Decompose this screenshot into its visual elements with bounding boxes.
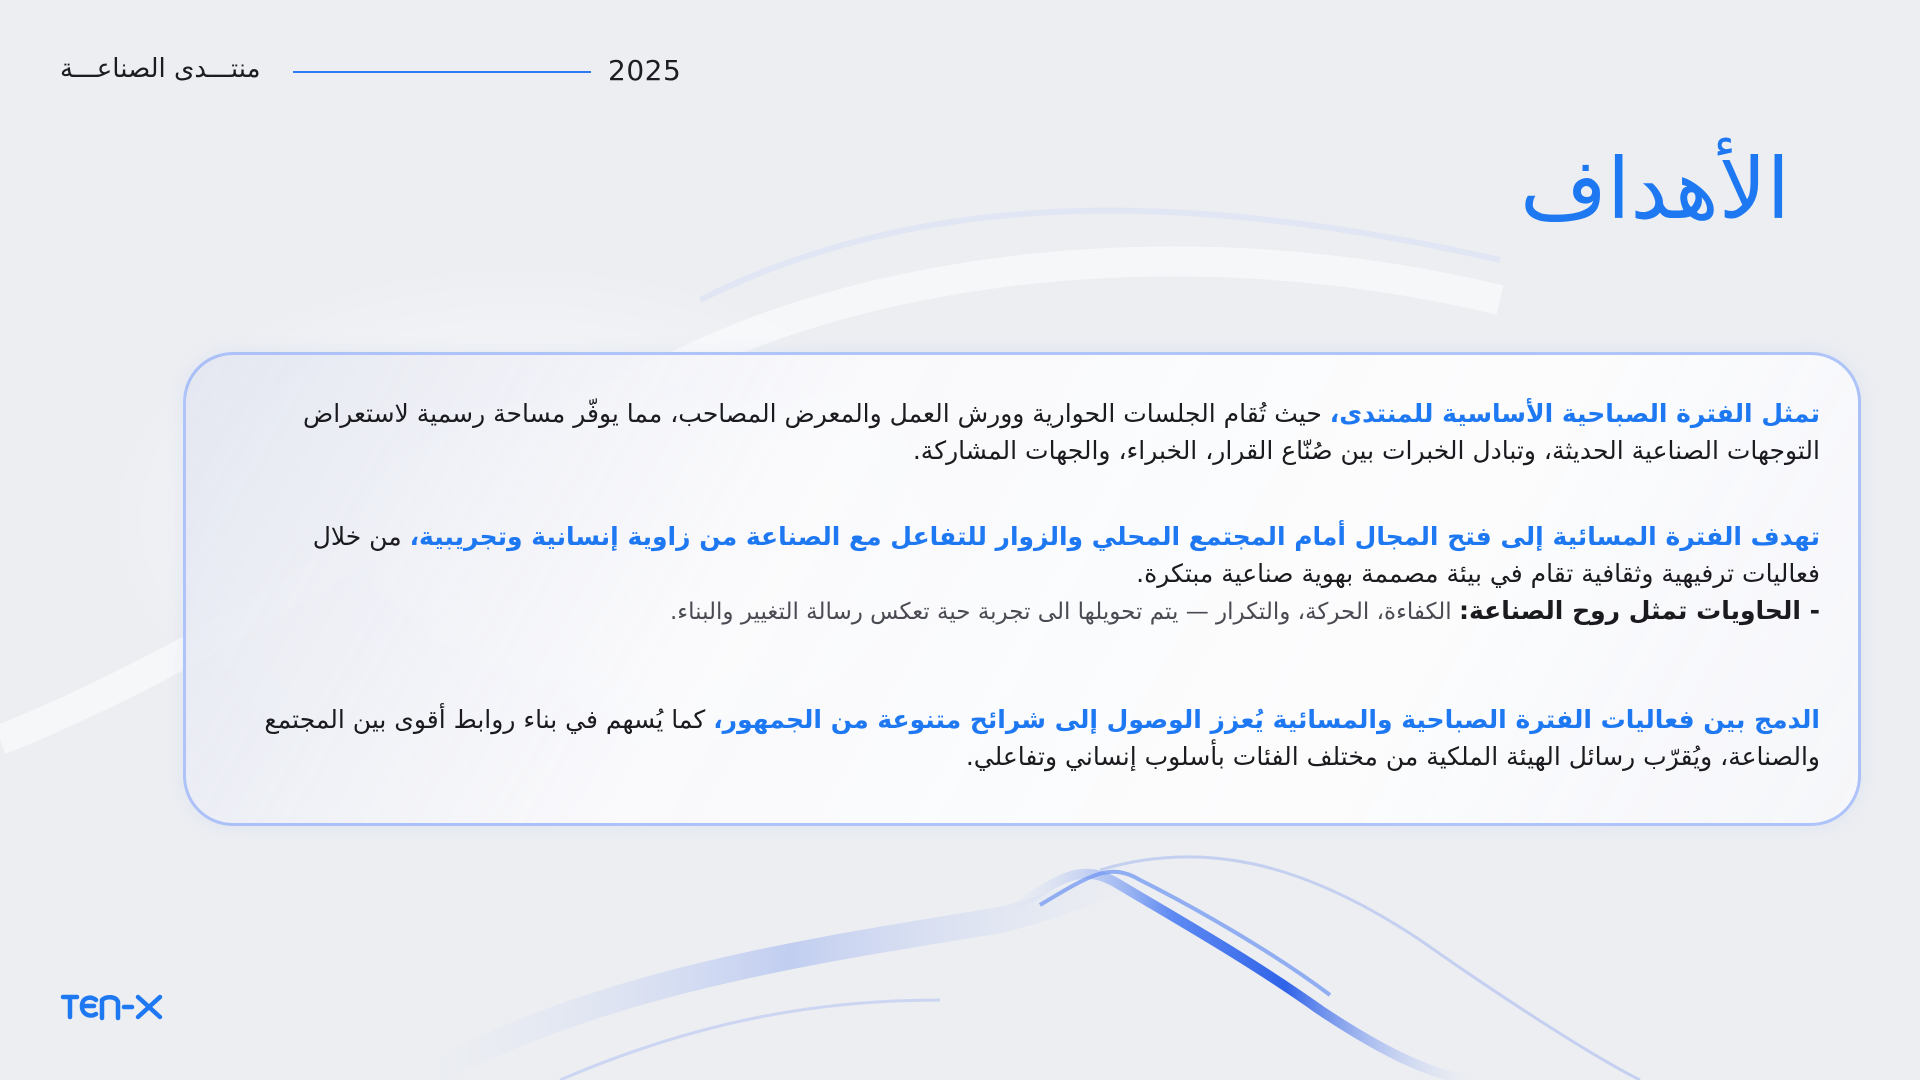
paragraph-evening-highlight: تهدف الفترة المسائية إلى فتح المجال أمام المجتمع المحلي والزوار للتفاعل مع الصناعة من زاوية إنسانية وتجريبية، [409,522,1820,551]
header-divider [293,71,591,73]
content-card [183,352,1861,826]
paragraph-morning-highlight: تمثل الفترة الصباحية الأساسية للمنتدى، [1329,399,1820,428]
page-title: الأهداف [1519,140,1790,238]
bullet-text: الكفاءة، الحركة، والتكرار — يتم تحويلها الى تجربة حية تعكس رسالة التغيير والبناء. [670,599,1459,625]
bullet-containers [250,592,1820,631]
bullet-dash: - [1800,596,1820,625]
paragraph-evening-text: من خلال فعاليات ترفيهية وثقافية تقام في بيئة مصممة بهوية صناعية مبتكرة. [312,522,1820,588]
paragraph-morning [250,395,1820,469]
ten-x-logo-icon [60,992,164,1022]
paragraph-integration-text: كما يُسهم في بناء روابط أقوى بين المجتمع والصناعة، ويُقرّب رسائل الهيئة الملكية من مختلف الفئات بأسلوب إنساني وتفاعلي. [264,705,1820,771]
header-bar [60,52,680,92]
paragraph-integration-highlight: الدمج بين فعاليات الفترة الصباحية والمسائية يُعزز الوصول إلى شرائح متنوعة من الجمهور، [713,705,1820,734]
forum-name: منتـــدى الصناعـــة [60,54,261,84]
paragraph-morning-text: حيث تُقام الجلسات الحوارية وورش العمل والمعرض المصاحب، مما يوفّر مساحة رسمية لاستعراض التوجهات الصناعية الحديثة، وتبادل الخبرات بين صُنّاع القرار، الخبراء، والجهات المشاركة. [303,399,1820,465]
card-body [250,395,1820,775]
paragraph-integration [250,701,1820,775]
bullet-heading: الحاويات تمثل روح الصناعة: [1458,596,1801,625]
paragraph-evening [250,518,1820,592]
year-label: 2025 [608,54,682,87]
